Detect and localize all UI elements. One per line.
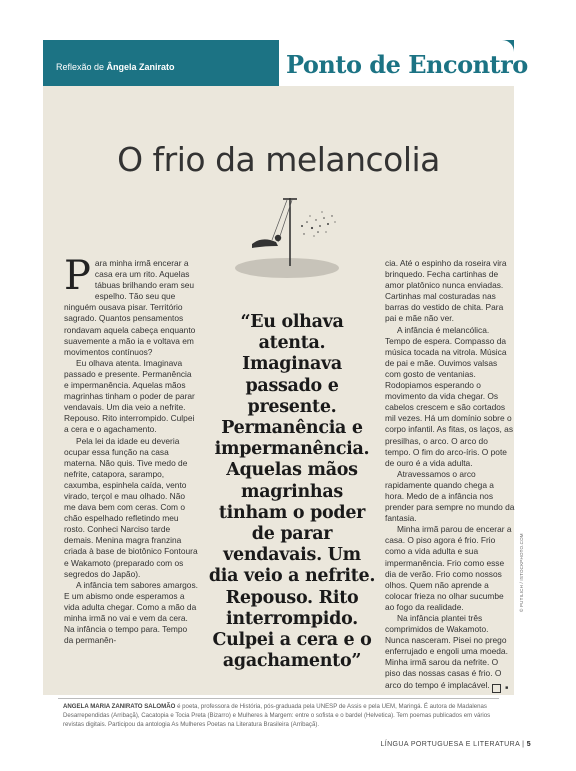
page-number: 5 bbox=[526, 741, 531, 748]
end-mark-icon: ■ bbox=[492, 684, 501, 693]
author-bio bbox=[63, 702, 503, 729]
divider bbox=[58, 698, 499, 699]
paragraph-text: Na infância plantei três comprimidos de Wakamoto. Nunca nasceram. Pisei no prego enferrujado e engoli uma moeda. Minha irmã sarou da nefrite. O piso das nossas casas é frio. O arco do tempo é implacável. bbox=[385, 613, 508, 690]
byline-prefix: Reflexão de bbox=[56, 62, 107, 72]
article-column-right bbox=[385, 258, 515, 693]
paragraph: A infância tem sabores amargos. E um abismo onde esperamos a vida adulta chegar. Como a mão da minha irmã no vai e vem da cera. Na infância o tempo para. Tempo da permanên- bbox=[64, 579, 198, 646]
author-name: ANGELA MARIA ZANIRATO SALOMÃO bbox=[63, 703, 176, 710]
paragraph: Minha irmã parou de encerar a casa. O piso agora é frio. Frio como a vida adulta e sua impermanência. Frio como esse dia de verão. Frio como nossos olhos. Quem não aprende a colocar frieza no olhar sucumbe ao fogo da realidade. bbox=[385, 524, 512, 612]
swing-illustration bbox=[232, 196, 342, 282]
paragraph: Eu olhava atenta. Imaginava passado e presente. Permanência e impermanência. Aquelas mãos magrinhas tinham o poder de parar vendavais. Um dia veio a nefrite. Repouso. Rito interrompido. Culpei a cera e o agachamento. bbox=[64, 357, 195, 435]
headline: O frio da melancolia bbox=[117, 140, 440, 179]
page-footer: LÍNGUA PORTUGUESA E LITERATURA | 5 bbox=[380, 741, 531, 748]
bio-text: é poeta, professora de História, pós-graduada pela UNESP de Assis e pela UEM, Maringá. É autora de Madalenas Desarrependidas (Arribaçã), Cacatopia e Tocia Preta (Bizarro) e Mulheres à Margem: entre o sofista e o bardel (Helvetica). Tem poemas publicados em vários revistas digitais. Participou da antologia As Mulheres Poetas na Literatura Brasileira (Arribaçã). bbox=[63, 703, 491, 728]
paragraph bbox=[385, 613, 515, 693]
paragraph: Atravessamos o arco rapidamente quando chega a hora. Medo de a infância nos prender para sempre no mundo da fantasia. bbox=[385, 468, 515, 524]
paragraph-text: ara minha irmã encerar a casa era um rito. Aquelas tábuas brilhando eram seu espelho. Tão seu que ninguém ousava pisar. Território sagrado. Quantos pensamentos rondavam aquela cabeça enquanto suavemente a mão ia e voltava em movimentos contínuos? bbox=[64, 258, 196, 357]
byline bbox=[56, 62, 175, 72]
paragraph: cia. Até o espinho da roseira vira brinquedo. Fecha cartinhas de amor platônico nunca enviadas. Cartinhas mal costuradas nas barras do vestido de chita. Para pai e mãe não ver. bbox=[385, 258, 507, 324]
paragraph: A infância é melancólica. Tempo de espera. Compasso da música tocada na vitrola. Música de pai e mãe. Ouvimos valsas com gosto de ventanias. Rodopiamos esperando o movimento da vida chegar. Os cabelos crescem e são cortados mil vezes. Há um domínio sobre o corpo infantil. As fitas, os laços, as presilhas, o arco. O arco do tempo. O fim do arco-íris. O pote de ouro é a vida adulta. bbox=[385, 324, 514, 468]
drop-cap: P bbox=[64, 253, 91, 299]
article-column-left bbox=[64, 253, 198, 646]
paragraph: Pela lei da idade eu deveria ocupar essa função na casa materna. Não quis. Tive medo de nefrite, catapora, sarampo, caxumba, espinhela caída, vento virado, terçol e mau olhado. Não me dava bem com ceras. Com o chão espelhado refletindo meu rosto. Conheci Narciso tarde demais. Menina magra franzina criada à base de biotônico Fontoura e Wakamoto (preparado com os segredos do Japão). bbox=[64, 435, 198, 579]
magazine-name: LÍNGUA PORTUGUESA E LITERATURA bbox=[380, 741, 520, 748]
paragraph bbox=[64, 253, 198, 358]
section-title: Ponto de Encontro bbox=[286, 50, 528, 79]
photo-credit: © PUTILICH / ISTOCKPHOTO.COM bbox=[519, 533, 524, 612]
byline-author: Ângela Zanirato bbox=[106, 62, 175, 72]
pull-quote: “Eu olhava atenta. Imaginava passado e presente. Permanência e impermanência. Aquelas mãos magrinhas tinham o poder de parar vendavais. Um dia veio a nefrite. Repouso. Rito interrompido. Culpei a cera e o agachamento” bbox=[208, 312, 376, 672]
